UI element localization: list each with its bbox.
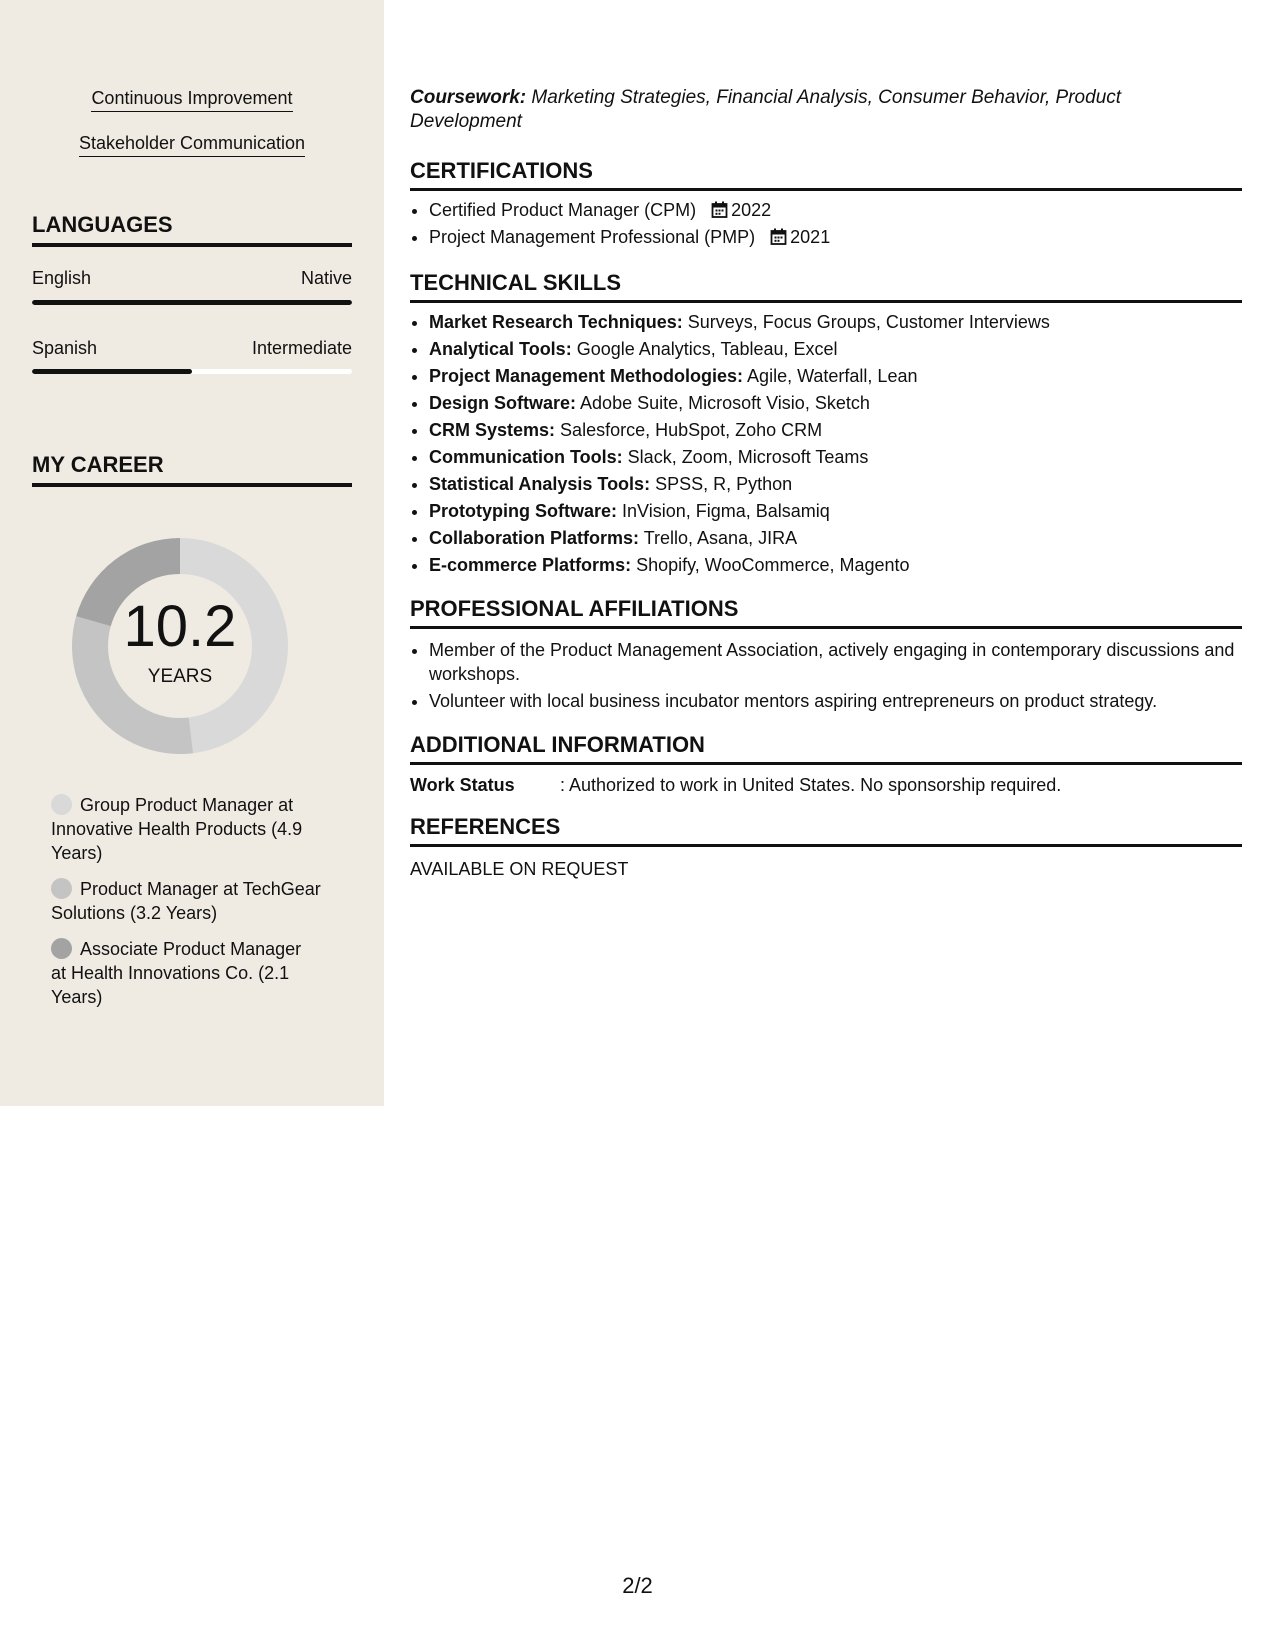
sidebar [0, 0, 384, 1106]
coursework-label: Coursework: [410, 87, 527, 108]
technical-skill-item: • Analytical Tools: Google Analytics, Tableau, Excel [429, 336, 1242, 363]
certification-item: • Project Management Professional (PMP) 2021 [429, 224, 1242, 251]
technical-skill-item: • Design Software: Adobe Suite, Microsoft Visio, Sketch [429, 390, 1242, 417]
language-bar-english [32, 300, 352, 305]
certifications-heading: CERTIFICATIONS [410, 158, 1242, 191]
calendar-icon [770, 228, 787, 245]
technical-skills-heading: TECHNICAL SKILLS [410, 270, 1242, 303]
technical-skill-item: • Communication Tools: Slack, Zoom, Microsoft Teams [429, 444, 1242, 471]
career-heading: MY CAREER [32, 452, 352, 487]
legend-dot-icon [51, 794, 72, 815]
language-level: Native [300, 268, 352, 288]
legend-dot-icon [51, 938, 72, 959]
certifications-list [410, 197, 1242, 251]
language-bar-spanish [32, 369, 352, 374]
additional-info-heading: ADDITIONAL INFORMATION [410, 732, 1242, 765]
career-total-unit: YEARS [147, 666, 213, 687]
references-heading: REFERENCES [410, 814, 1242, 847]
legend-dot-icon [51, 878, 72, 899]
skill-item: Stakeholder Communication [0, 133, 384, 157]
work-status-label: Work Status [410, 775, 515, 795]
language-level: Intermediate [251, 338, 352, 358]
language-name: English [32, 268, 92, 288]
affiliation-item: • Member of the Product Management Association, actively engaging in contemporary discussions and workshops. [429, 638, 1242, 686]
technical-skill-item: • Market Research Techniques: Surveys, Focus Groups, Customer Interviews [429, 309, 1242, 336]
technical-skill-item: • CRM Systems: Salesforce, HubSpot, Zoho CRM [429, 417, 1242, 444]
work-status [410, 775, 1061, 796]
career-total-years: 10.2 [123, 594, 237, 659]
affiliations-list [410, 638, 1242, 716]
certification-item: • Certified Product Manager (CPM) 2022 [429, 197, 1242, 224]
coursework-text: Marketing Strategies, Financial Analysis, Consumer Behavior, Product Development [410, 87, 1122, 132]
career-legend [51, 793, 321, 1021]
languages-heading: LANGUAGES [32, 212, 352, 247]
career-legend-item: Product Manager at TechGear Solutions (3.2 Years) [51, 879, 321, 923]
career-legend-item: Associate Product Manager at Health Innovations Co. (2.1 Years) [51, 939, 302, 1007]
references-text: AVAILABLE ON REQUEST [410, 859, 629, 879]
work-status-value: : Authorized to work in United States. No sponsorship required. [560, 775, 1062, 795]
technical-skill-item: • Statistical Analysis Tools: SPSS, R, Python [429, 471, 1242, 498]
skill-item: Continuous Improvement [0, 88, 384, 112]
technical-skill-item: • Project Management Methodologies: Agile, Waterfall, Lean [429, 363, 1242, 390]
language-name: Spanish [32, 338, 98, 358]
technical-skill-item: • Collaboration Platforms: Trello, Asana, JIRA [429, 525, 1242, 552]
language-bar-fill [32, 369, 192, 374]
language-bar-fill [32, 300, 352, 305]
page-number: 2/2 [622, 1573, 653, 1598]
affiliation-item: • Volunteer with local business incubator mentors aspiring entrepreneurs on product strategy. [429, 689, 1242, 713]
technical-skills-list [410, 309, 1242, 579]
technical-skill-item: • Prototyping Software: InVision, Figma, Balsamiq [429, 498, 1242, 525]
career-legend-item: Group Product Manager at Innovative Health Products (4.9 Years) [51, 795, 303, 863]
coursework [410, 86, 1190, 134]
calendar-icon [711, 201, 728, 218]
affiliations-heading: PROFESSIONAL AFFILIATIONS [410, 596, 1242, 629]
technical-skill-item: • E-commerce Platforms: Shopify, WooCommerce, Magento [429, 552, 1242, 579]
